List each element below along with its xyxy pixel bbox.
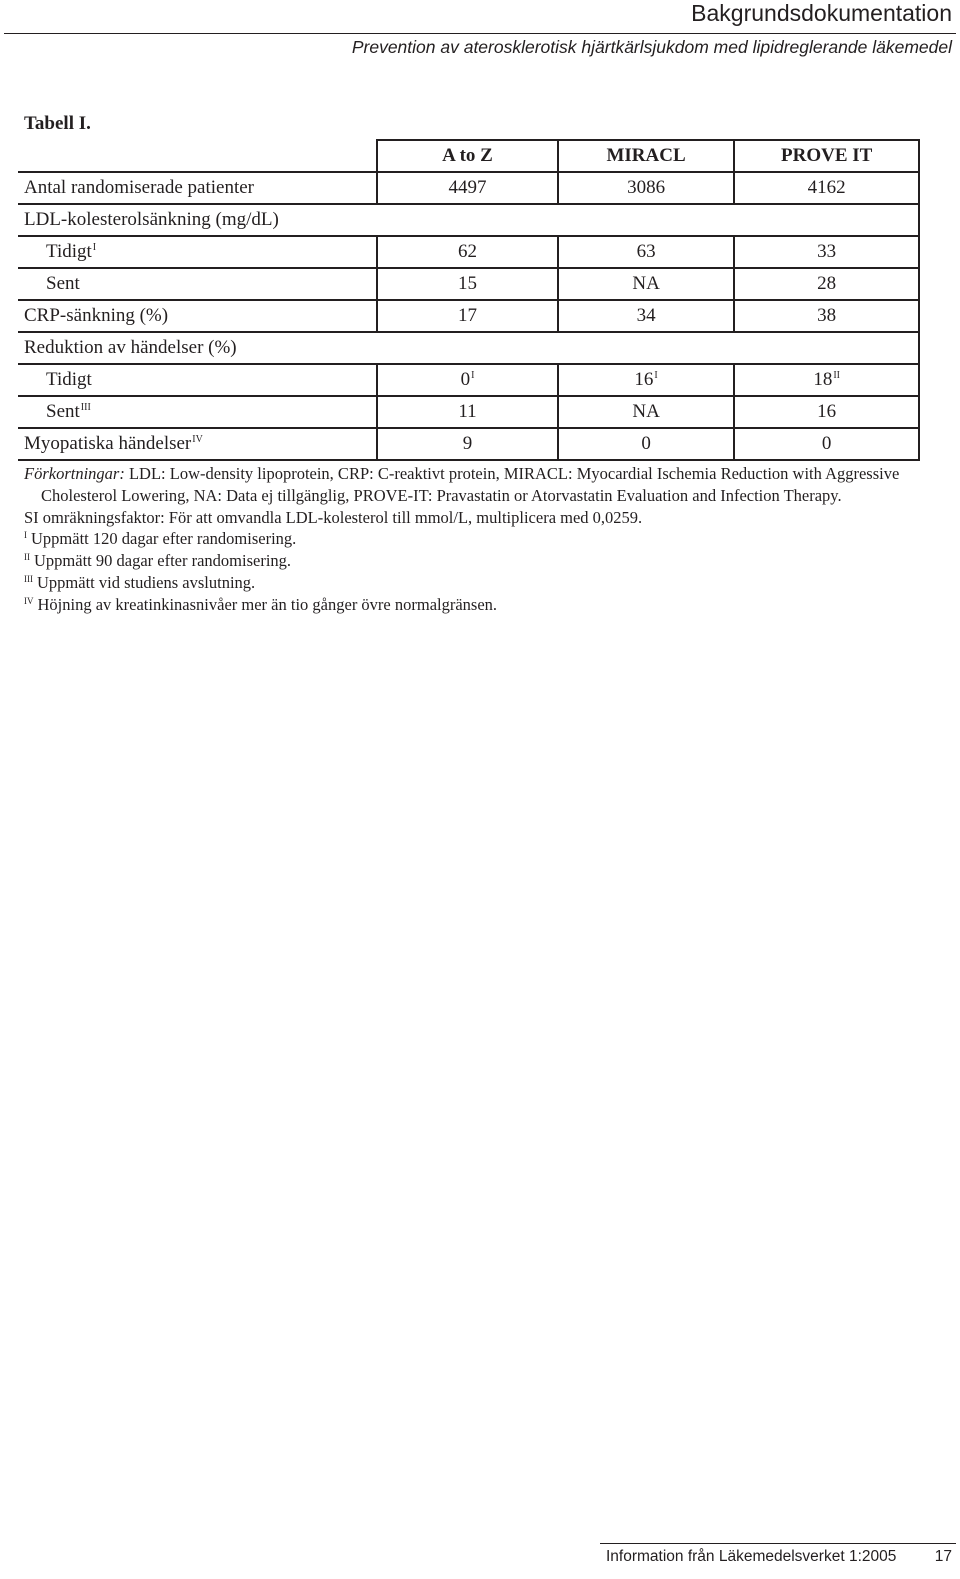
cell-value: 9 (377, 428, 558, 460)
cell-value: 33 (734, 236, 919, 268)
cell-value: 0 (558, 428, 735, 460)
cell-number: 18 (813, 369, 833, 390)
footnote-mark: IV (24, 595, 34, 606)
table-row (18, 332, 919, 364)
footnote-mark: III (24, 573, 33, 584)
table-row (18, 300, 919, 332)
footer-divider (600, 1543, 956, 1544)
table-caption: Tabell I. (24, 113, 91, 134)
table-row (18, 236, 919, 268)
row-label-crp: CRP-sänkning (%) (18, 300, 377, 332)
abbreviations-label: Förkortningar: (24, 464, 125, 483)
table-row (18, 268, 919, 300)
header-blank-cell (18, 140, 377, 172)
table-row (18, 172, 919, 204)
cell-value: NA (558, 396, 735, 428)
cell-value: NA (558, 268, 735, 300)
row-label-text: Sent (46, 401, 80, 422)
footnote-text: Uppmätt 120 dagar efter randomisering. (31, 529, 297, 549)
row-label-text: Tidigt (46, 241, 92, 262)
footnote-marker: III (80, 402, 91, 413)
cell-value: 0 (734, 428, 919, 460)
footnote-marker: I (654, 370, 658, 381)
cell-value: 16 (734, 396, 919, 428)
row-label-ldl-heading: LDL-kolesterolsänkning (mg/dL) (18, 204, 919, 236)
table-row (18, 396, 919, 428)
abbreviations-text: LDL: Low-density lipoprotein, CRP: C-reaktivt protein, MIRACL: Myocardial Ischemia Reduction with Aggressive Cholesterol Lowering, NA: Data ej tillgänglig, PROVE-IT: Pravastatin or Atorvastatin Evaluation and Infection Therapy. (41, 464, 900, 505)
abbreviations-note (24, 463, 924, 507)
row-label-ldl-early (18, 236, 377, 268)
table-row (18, 204, 919, 236)
footnote-marker: I (471, 370, 475, 381)
column-header-atoz: A to Z (377, 140, 558, 172)
footnote-mark: I (24, 530, 27, 541)
cell-value (558, 364, 735, 396)
si-conversion-note: SI omräkningsfaktor: För att omvandla LDL-kolesterol till mmol/L, multiplicera med 0,0259. (24, 507, 643, 527)
cell-value: 3086 (558, 172, 735, 204)
footnote-text: Höjning av kreatinkinasnivåer mer än tio gånger övre normalgränsen. (37, 594, 498, 614)
cell-value: 4497 (377, 172, 558, 204)
row-label-myopathy (18, 428, 377, 460)
cell-value: 28 (734, 268, 919, 300)
row-label-text: Myopatiska händelser (24, 433, 192, 454)
footnote-marker: I (92, 242, 97, 253)
header-subtitle: Prevention av aterosklerotisk hjärtkärlsjukdom med lipidreglerande läkemedel (351, 37, 952, 57)
footnote (24, 572, 924, 594)
table-row (18, 364, 919, 396)
table-notes (24, 463, 924, 616)
footer-source: Information från Läkemedelsverket 1:2005 (606, 1548, 897, 1565)
cell-value (377, 364, 558, 396)
cell-value: 15 (377, 268, 558, 300)
cell-value: 34 (558, 300, 735, 332)
footnote (24, 550, 924, 572)
row-label-events-late (18, 396, 377, 428)
cell-number: 16 (634, 369, 654, 390)
header-section-title: Bakgrundsdokumentation (691, 0, 952, 26)
results-table (18, 139, 920, 461)
footnote (24, 528, 924, 550)
footnote (24, 594, 924, 616)
row-label-randomized: Antal randomiserade patienter (18, 172, 377, 204)
cell-value: 38 (734, 300, 919, 332)
footnote-marker: II (833, 370, 841, 381)
table-row (18, 428, 919, 460)
table-header-row (18, 140, 919, 172)
page-number: 17 (934, 1548, 952, 1565)
cell-value: 11 (377, 396, 558, 428)
row-label-ldl-late: Sent (18, 268, 377, 300)
column-header-miracl: MIRACL (558, 140, 735, 172)
cell-value: 63 (558, 236, 735, 268)
cell-value (734, 364, 919, 396)
footnote-text: Uppmätt vid studiens avslutning. (37, 572, 256, 592)
footnote-mark: II (24, 552, 30, 563)
footnote-text: Uppmätt 90 dagar efter randomisering. (34, 551, 292, 571)
row-label-events-heading: Reduktion av händelser (%) (18, 332, 919, 364)
header-divider (4, 33, 956, 34)
row-label-events-early: Tidigt (18, 364, 377, 396)
footnote-marker: IV (192, 434, 203, 445)
column-header-prove-it: PROVE IT (734, 140, 919, 172)
cell-value: 17 (377, 300, 558, 332)
cell-value: 62 (377, 236, 558, 268)
cell-number: 0 (460, 369, 471, 390)
cell-value: 4162 (734, 172, 919, 204)
